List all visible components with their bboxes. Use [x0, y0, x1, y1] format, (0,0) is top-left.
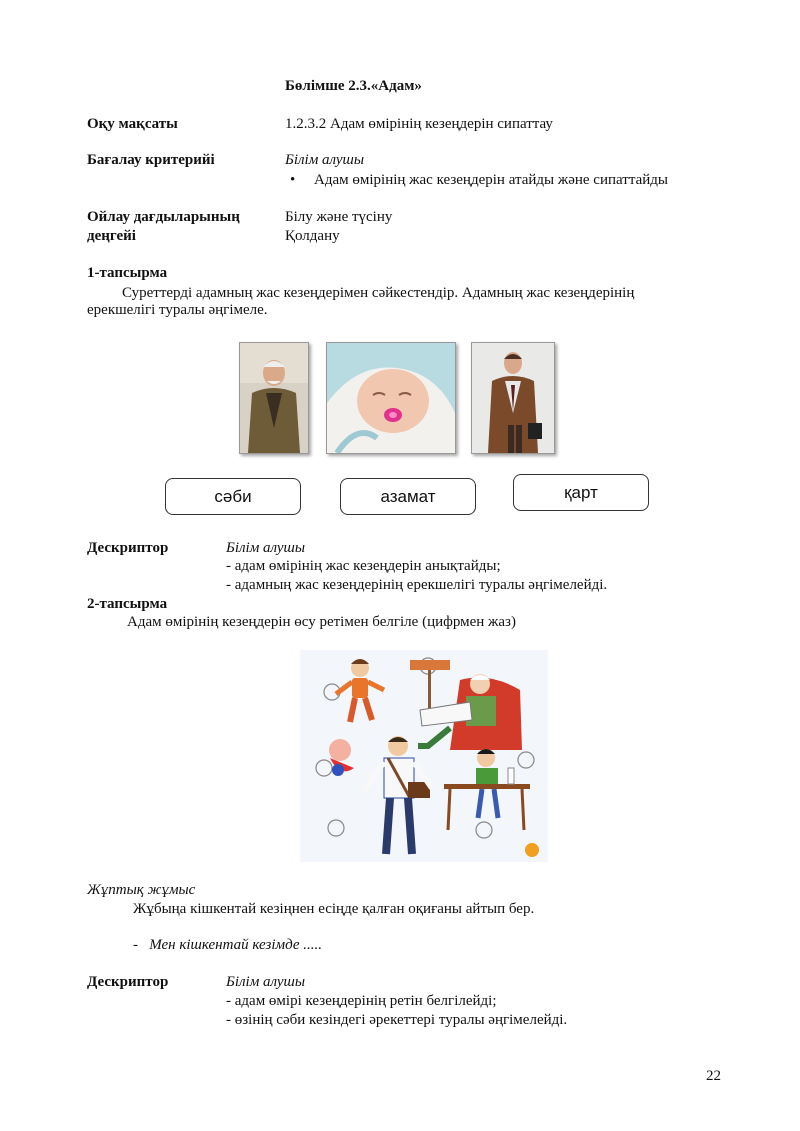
thinking-label-1: Ойлау дағдыларының — [87, 209, 240, 225]
descriptor2-label: Дескриптор — [87, 974, 169, 990]
old-man-photo — [239, 342, 309, 454]
thinking-value-1: Білу және түсіну — [285, 209, 393, 225]
objective-value: 1.2.3.2 Адам өмірінің кезеңдерін сипаттау — [285, 116, 553, 132]
pair-work-prompt: - Мен кішкентай кезімде ..... — [133, 937, 323, 953]
thinking-label-2: деңгейі — [87, 228, 136, 244]
criteria-bullet: Адам өмірінің жас кезеңдерін атайды және сипаттайды — [314, 172, 668, 188]
section-title: Бөлімше 2.3.«Адам» — [285, 78, 422, 94]
label-adult: азамат — [340, 478, 476, 515]
criteria-bullet-dot: • — [290, 172, 296, 188]
label-old: қарт — [513, 474, 649, 511]
descriptor1-label: Дескриптор — [87, 540, 169, 556]
descriptor2-item-1: - адам өмірі кезеңдерінің ретін белгілейді; — [226, 993, 497, 1009]
pair-work-text: Жұбыңа кішкентай кезіңнен есіңде қалған оқиғаны айтып бер. — [133, 901, 535, 917]
life-stages-illustration — [300, 650, 548, 862]
thinking-value-2: Қолдану — [285, 228, 340, 244]
task2-title: 2-тапсырма — [87, 596, 168, 612]
adult-man-photo — [471, 342, 555, 454]
criteria-label: Бағалау критерийі — [87, 152, 215, 168]
descriptor1-item-1: - адам өмірінің жас кезеңдерін анықтайды; — [226, 558, 501, 574]
descriptor1-intro: Білім алушы — [226, 540, 306, 556]
descriptor1-item-2: - адамның жас кезеңдерінің ерекшелігі туралы әңгімелейді. — [226, 577, 608, 593]
task2-text: Адам өмірінің кезеңдерін өсу ретімен белгіле (цифрмен жаз) — [127, 614, 516, 630]
criteria-intro: Білім алушы — [285, 152, 365, 168]
pair-work-title: Жұптық жұмыс — [87, 882, 196, 898]
descriptor2-item-2: - өзінің сәби кезіндегі әрекеттері туралы әңгімелейді. — [226, 1012, 568, 1028]
task1-text — [87, 283, 715, 304]
objective-label: Оқу мақсаты — [87, 116, 178, 132]
baby-photo — [326, 342, 456, 454]
descriptor2-intro: Білім алушы — [226, 974, 306, 990]
task1-title: 1-тапсырма — [87, 265, 168, 281]
page-number: 22 — [706, 1068, 721, 1084]
task1-text-line2: ерекшелігі туралы әңгімеле. — [87, 302, 268, 318]
label-baby: сәби — [165, 478, 301, 515]
task1-text-line1: Суреттерді адамның жас кезеңдерімен сәйкестендір. Адамның жас кезеңдерінің — [122, 285, 635, 301]
